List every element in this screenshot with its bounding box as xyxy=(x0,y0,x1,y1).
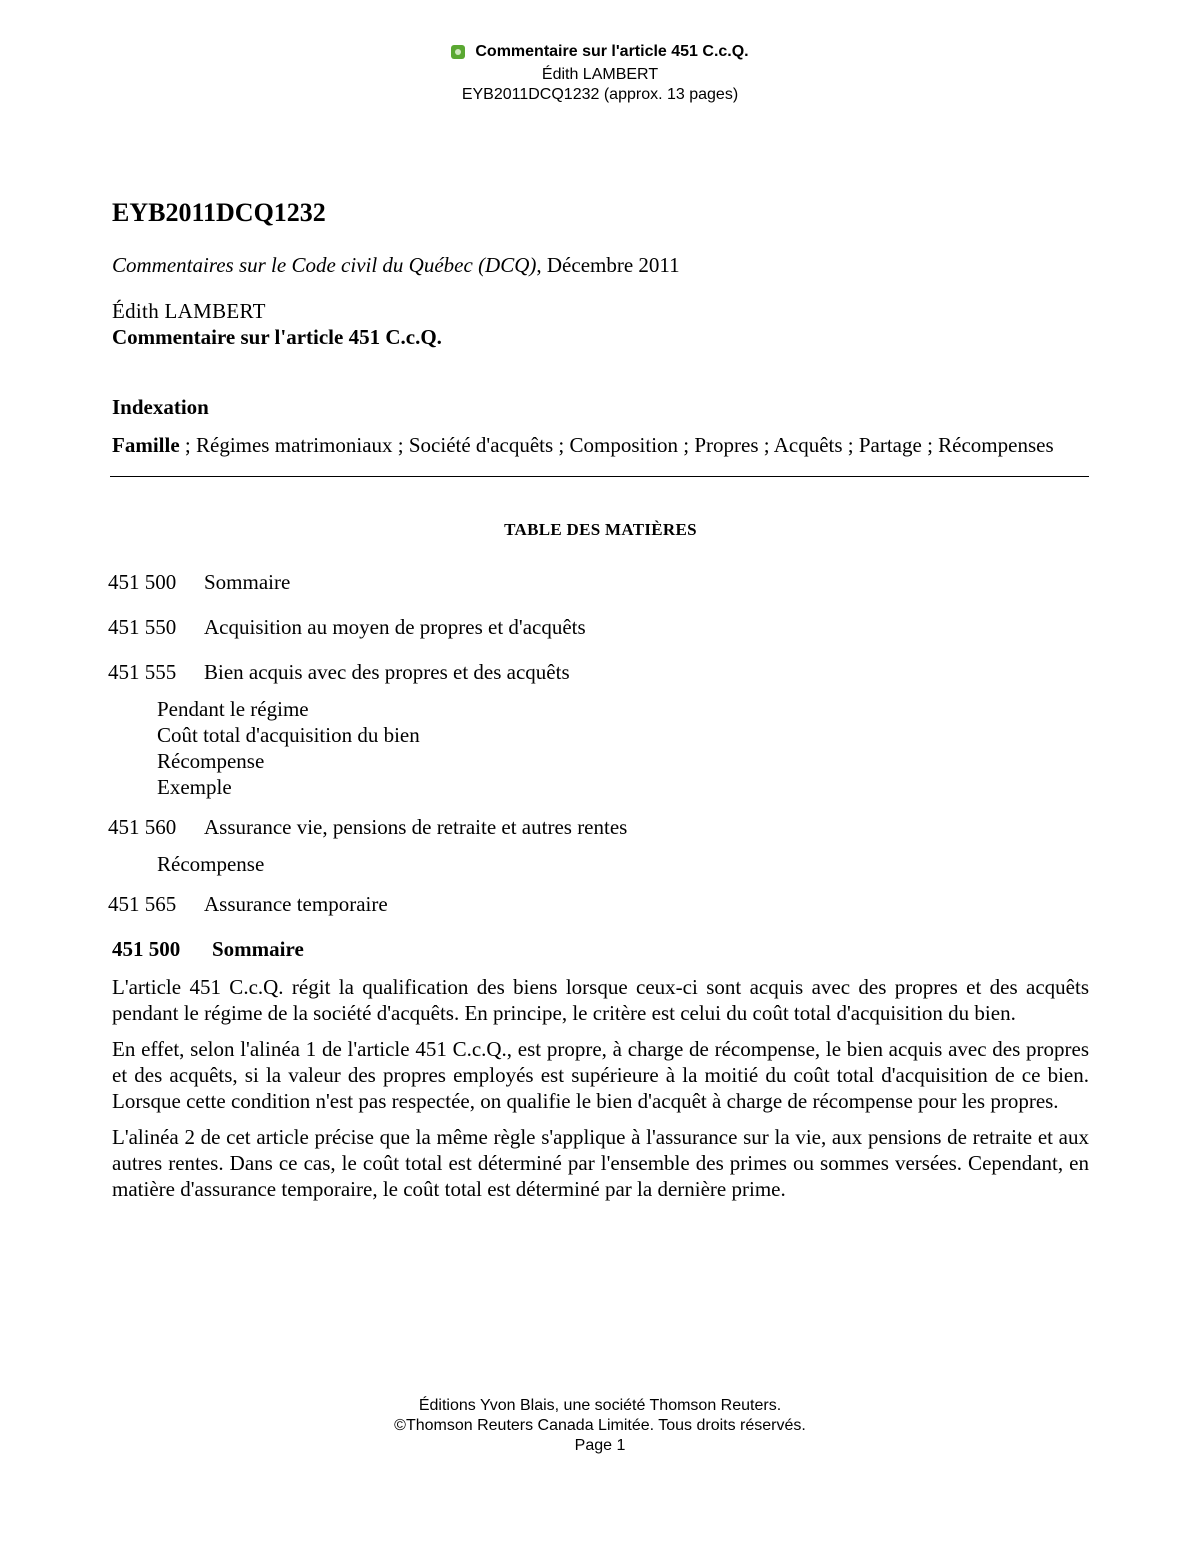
keyword-primary: Famille xyxy=(112,433,180,457)
toc-entry-number: 451 550 xyxy=(108,615,177,639)
toc-entry-number: 451 560 xyxy=(108,815,177,839)
toc-entry-label: Assurance vie, pensions de retraite et autres rentes xyxy=(204,815,628,839)
article-title: Commentaire sur l'article 451 C.c.Q. xyxy=(112,325,442,349)
divider xyxy=(110,476,1089,477)
toc-entry-label: Bien acquis avec des propres et des acquêts xyxy=(204,660,570,684)
paragraph: L'alinéa 2 de cet article précise que la même règle s'applique à l'assurance sur la vie, aux pensions de retraite et aux autres rentes. Dans ce cas, le coût total est déterminé par l'ensemble des primes ou sommes versées. Cependant, en matière d'assurance temporaire, le coût total est déterminé par la dernière prime. xyxy=(112,1125,1089,1201)
toc-subentry[interactable]: Exemple xyxy=(157,775,232,799)
toc-entry-number: 451 565 xyxy=(108,892,177,916)
author-name: Édith LAMBERT xyxy=(112,299,266,323)
toc-subentries xyxy=(157,696,1089,800)
toc-subentry[interactable]: Récompense xyxy=(157,749,265,773)
section-heading xyxy=(112,936,1089,962)
toc-entry[interactable] xyxy=(108,891,1089,917)
toc-heading: TABLE DES MATIÈRES xyxy=(504,520,697,539)
footer-publisher: Éditions Yvon Blais, une société Thomson Reuters. xyxy=(418,1397,782,1414)
toc-entry-label: Sommaire xyxy=(204,570,291,594)
toc-entry-label: Acquisition au moyen de propres et d'acquêts xyxy=(204,615,586,639)
toc-entry[interactable] xyxy=(108,569,1089,595)
page-number: Page 1 xyxy=(574,1437,626,1454)
toc-subentry[interactable]: Récompense xyxy=(157,852,265,876)
publication-name: Commentaires sur le Code civil du Québec (DCQ) xyxy=(112,253,537,277)
toc-subentry[interactable]: Pendant le régime xyxy=(157,697,309,721)
toc-entry-label: Assurance temporaire xyxy=(204,892,388,916)
section-number: 451 500 xyxy=(112,937,181,961)
section-title: Sommaire xyxy=(212,937,304,961)
toc-entry[interactable] xyxy=(108,614,1089,640)
toc-entry-number: 451 500 xyxy=(108,570,177,594)
toc-entry[interactable] xyxy=(108,659,1089,685)
document-body xyxy=(108,196,1089,1212)
page-footer xyxy=(0,1396,1200,1456)
indexation-heading: Indexation xyxy=(112,395,209,419)
toc-entry-number: 451 555 xyxy=(108,660,177,684)
paragraph: En effet, selon l'alinéa 1 de l'article 451 C.c.Q., est propre, à charge de récompense, le bien acquis avec des propres et des acquêts, si la valeur des propres employés est supérieure à la moitié du coût total d'acquisition de ce bien. Lorsque cette condition n'est pas respectée, on qualifie le bien d'acquêt à charge de récompense pour les propres. xyxy=(112,1037,1089,1113)
publication-date: , Décembre 2011 xyxy=(536,253,680,277)
footer-copyright: ©Thomson Reuters Canada Limitée. Tous droits réservés. xyxy=(394,1417,806,1434)
header-title: Commentaire sur l'article 451 C.c.Q. xyxy=(475,43,749,60)
document-icon xyxy=(451,45,465,59)
header-title-line xyxy=(451,42,748,62)
header-ref: EYB2011DCQ1232 (approx. 13 pages) xyxy=(461,86,739,103)
indexation-keywords xyxy=(112,432,1089,458)
toc-subentries xyxy=(157,851,1089,877)
page-header xyxy=(0,42,1200,105)
paragraph: L'article 451 C.c.Q. régit la qualification des biens lorsque ceux-ci sont acquis avec des propres et des acquêts pendant le régime de la société d'acquêts. En principe, le critère est celui du coût total d'acquisition du bien. xyxy=(112,975,1089,1025)
toc-entry[interactable] xyxy=(108,814,1089,840)
header-author: Édith LAMBERT xyxy=(541,66,659,83)
publication-line xyxy=(112,252,1089,278)
keyword-list: ; Régimes matrimoniaux ; Société d'acquêts ; Composition ; Propres ; Acquêts ; Partage ; Récompenses xyxy=(179,433,1054,457)
toc-subentry[interactable]: Coût total d'acquisition du bien xyxy=(157,723,420,747)
document-id: EYB2011DCQ1232 xyxy=(112,198,326,227)
